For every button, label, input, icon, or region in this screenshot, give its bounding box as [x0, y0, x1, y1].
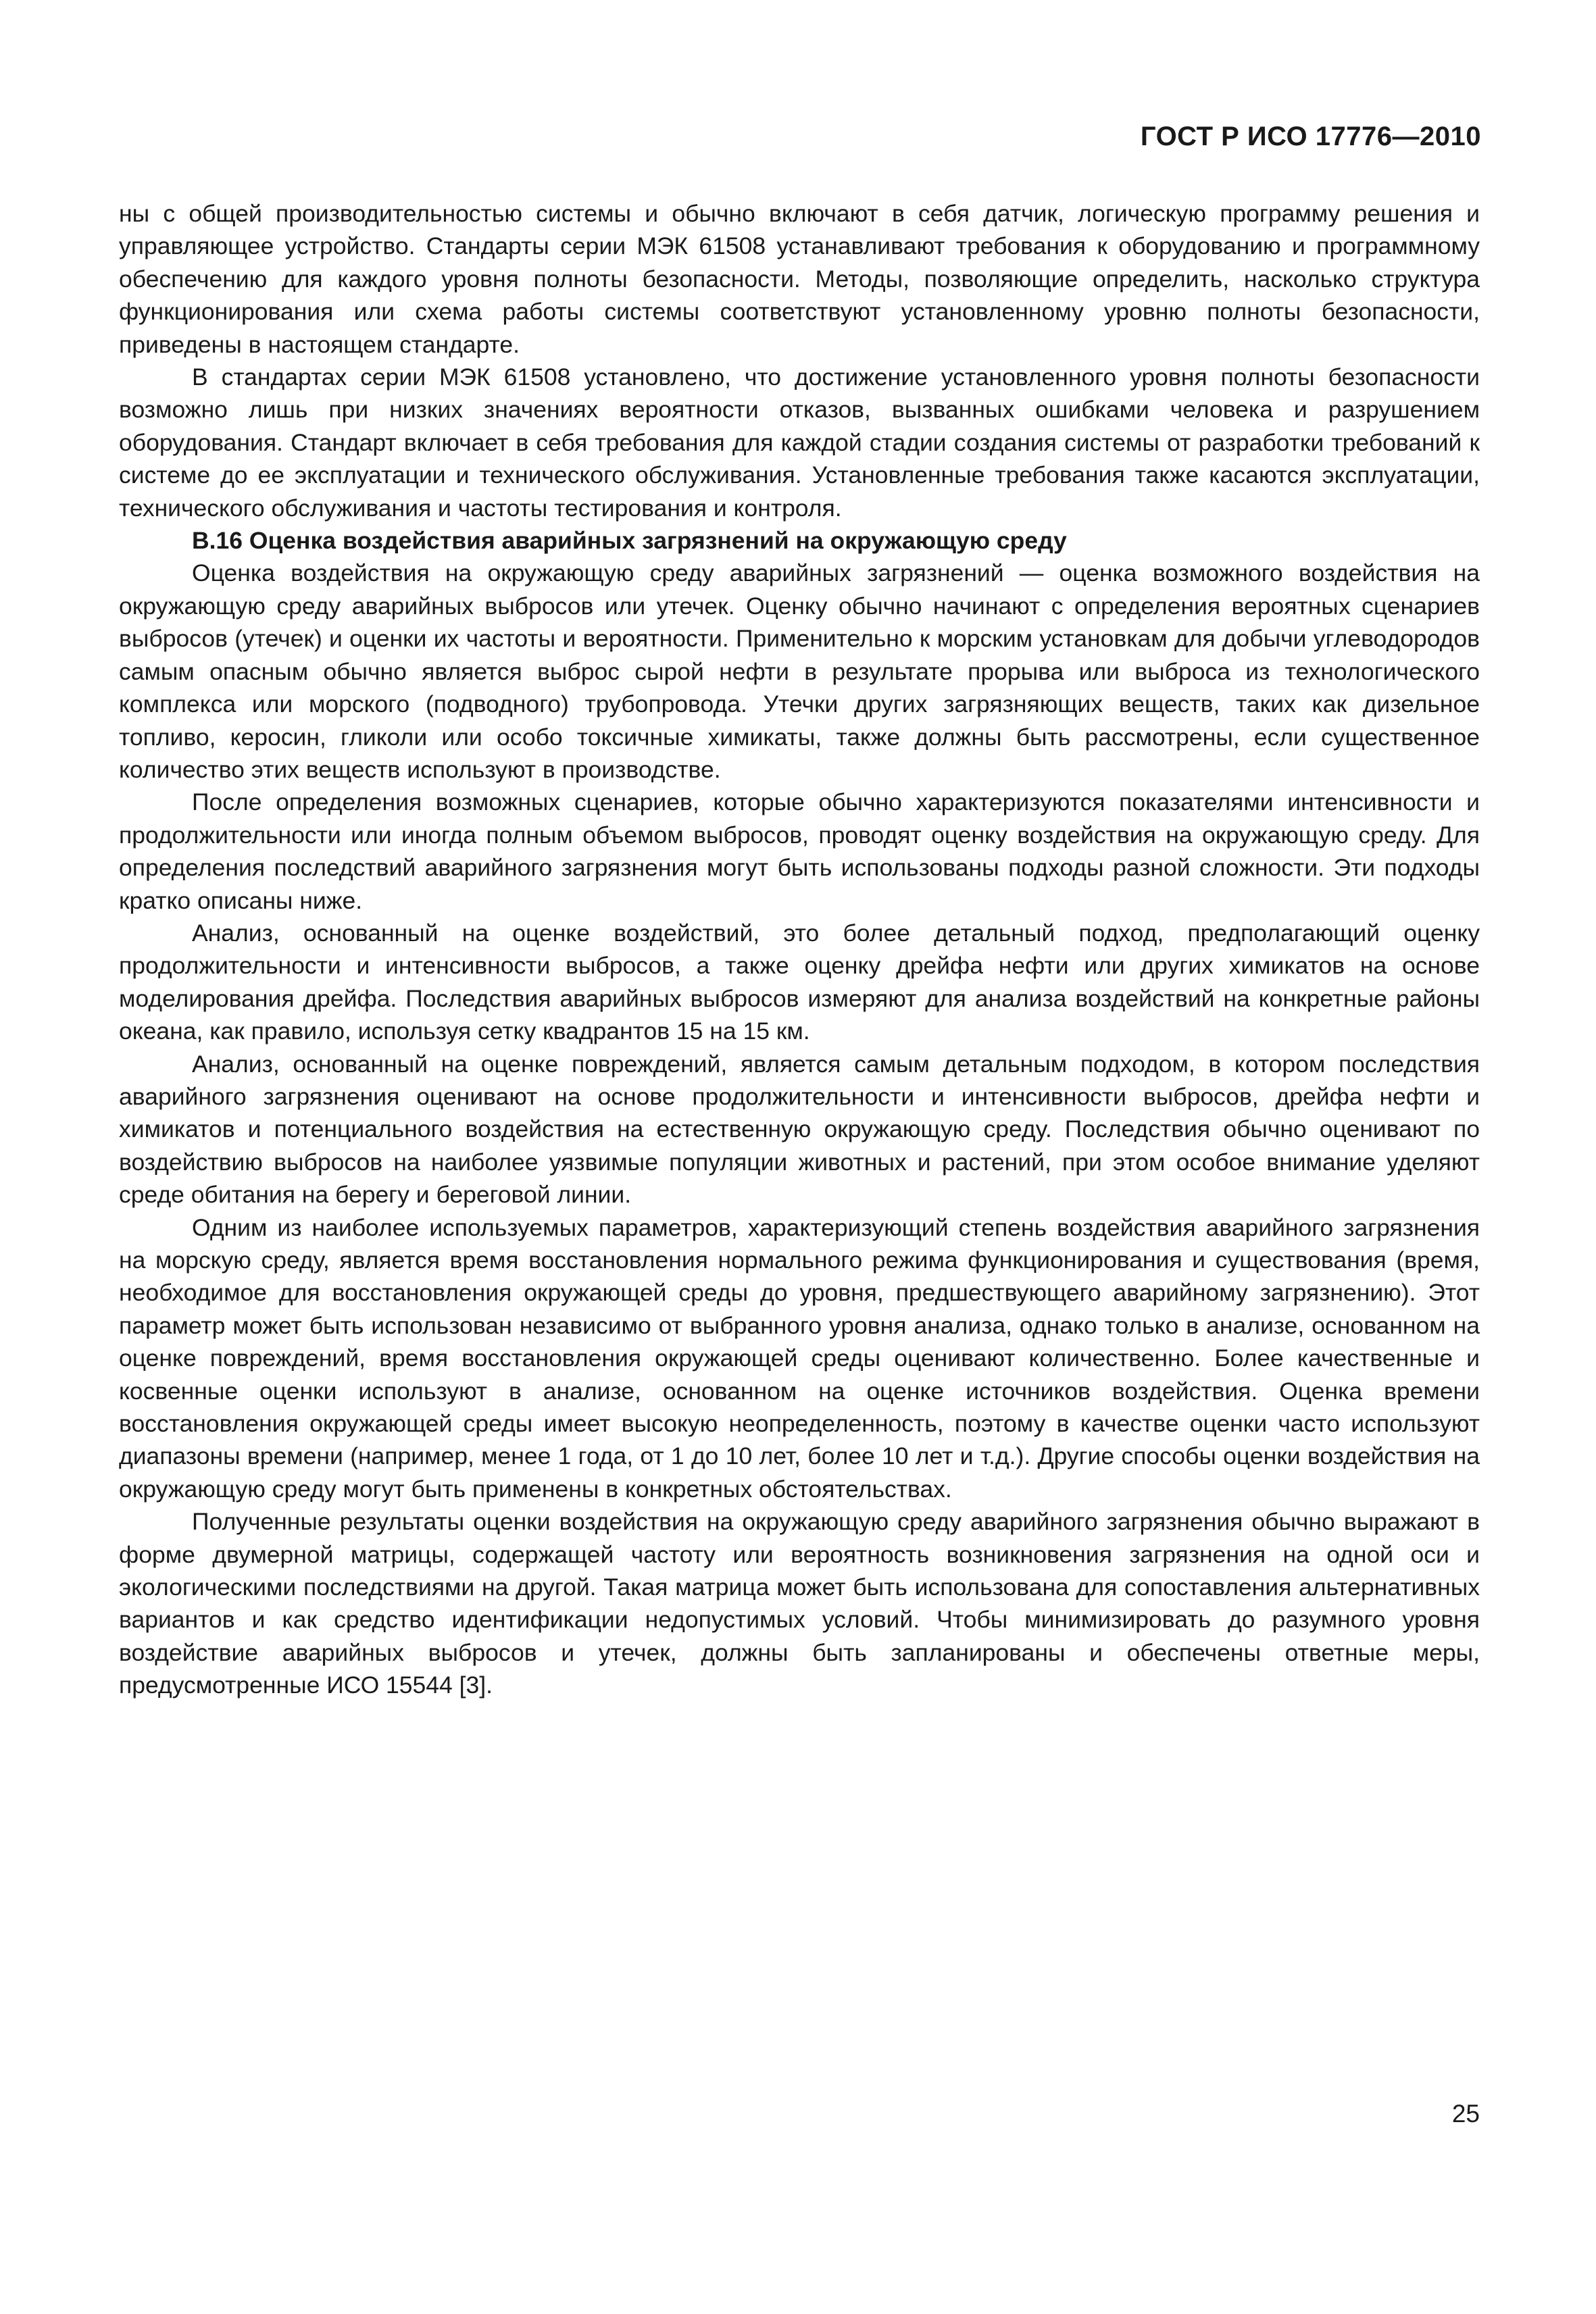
paragraph-4: После определения возможных сценариев, которые обычно характеризуются показателями интенсивности и продолжительности или иногда полным объемом выбросов, проводят оценку воздействия на окружающую среду. Для определения последствий аварийного загрязнения могут быть использованы подходы разной сложности. Эти подходы кратко описаны ниже.	[119, 788, 1480, 914]
section-heading: В.16 Оценка воздействия аварийных загрязнений на окружающую среду	[192, 527, 1067, 555]
page-number: 25	[1451, 2100, 1480, 2128]
paragraph-3: Оценка воздействия на окружающую среду аварийных загрязнений — оценка возможного воздействия на окружающую среду аварийных выбросов или утечек. Оценку обычно начинают с определения вероятных сценариев выбросов (утечек) и оценки их частоты и вероятности. Применительно к морским установкам для добычи углеводородов самым опасным обычно является выброс сырой нефти в результате прорыва или выброса из технологического комплекса или морского (подводного) трубопровода. Утечки других загрязняющих веществ, таких как дизельное топливо, керосин, гликоли или особо токсичные химикаты, также должны быть рассмотрены, если существенное количество этих веществ используют в производстве.	[119, 559, 1480, 783]
paragraph-7: Одним из наиболее используемых параметров, характеризующий степень воздействия аварийного загрязнения на морскую среду, является время восстановления нормального режима функционирования и существования (время, необходимое для восстановления окружающей среды до уровня, предшествующего аварийному загрязнению). Этот параметр может быть использован независимо от выбранного уровня анализа, однако только в анализе, основанном на оценке повреждений, время восстановления окружающей среды оценивают количественно. Более качественные и косвенные оценки используют в анализе, основанном на оценке источников воздействия. Оценка времени восстановления окружающей среды имеет высокую неопределенность, поэтому в качестве оценки часто используют диапазоны времени (например, менее 1 года, от 1 до 10 лет, более 10 лет и т.д.). Другие способы оценки воздействия на окружающую среду могут быть применены в конкретных обстоятельствах.	[119, 1213, 1480, 1503]
paragraph-6: Анализ, основанный на оценке повреждений, является самым детальным подходом, в котором последствия аварийного загрязнения оценивают на основе продолжительности и интенсивности выбросов, дрейфа нефти и химикатов и потенциального воздействия на естественную окружающую среду. Последствия обычно оценивают по воздействию выбросов на наиболее уязвимые популяции животных и растений, при этом особое внимание уделяют среде обитания на берегу и береговой линии.	[119, 1050, 1480, 1209]
paragraph-5: Анализ, основанный на оценке воздействий, это более детальный подход, предполагающий оценку продолжительности и интенсивности выбросов, а также оценку дрейфа нефти или других химикатов на основе моделирования дрейфа. Последствия аварийных выбросов измеряют для анализа воздействий на конкретные районы океана, как правило, используя сетку квадрантов 15 на 15 км.	[119, 919, 1480, 1045]
paragraph-2: В стандартах серии МЭК 61508 установлено, что достижение установленного уровня полноты безопасности возможно лишь при низких значениях вероятности отказов, вызванных ошибками человека и разрушением оборудования. Стандарт включает в себя требования для каждой стадии создания системы от разработки требований к системе до ее эксплуатации и технического обслуживания. Установленные требования также касаются эксплуатации, технического обслуживания и частоты тестирования и контроля.	[119, 363, 1480, 522]
paragraph-8: Полученные результаты оценки воздействия на окружающую среду аварийного загрязнения обычно выражают в форме двумерной матрицы, содержащей частоту или вероятность возникновения загрязнения на одной оси и экологическими последствиями на другой. Такая матрица может быть использована для сопоставления альтернативных вариантов и как средство идентификации недопустимых условий. Чтобы минимизировать до разумного уровня воздействие аварийных выбросов и утечек, должны быть запланированы и обеспечены ответные меры, предусмотренные ИСО 15544 [3].	[119, 1508, 1480, 1699]
document-code-header: ГОСТ Р ИСО 17776—2010	[1140, 122, 1481, 151]
document-body	[119, 197, 1480, 1702]
paragraph-1: ны с общей производительностью системы и обычно включают в себя датчик, логическую программу решения и управляющее устройство. Стандарты серии МЭК 61508 устанавливают требования к оборудованию и программному обеспечению для каждого уровня полноты безопасности. Методы, позволяющие определить, насколько структура функционирования или схема работы системы соответствуют установленному уровню полноты безопасности, приведены в настоящем стандарте.	[119, 200, 1480, 358]
